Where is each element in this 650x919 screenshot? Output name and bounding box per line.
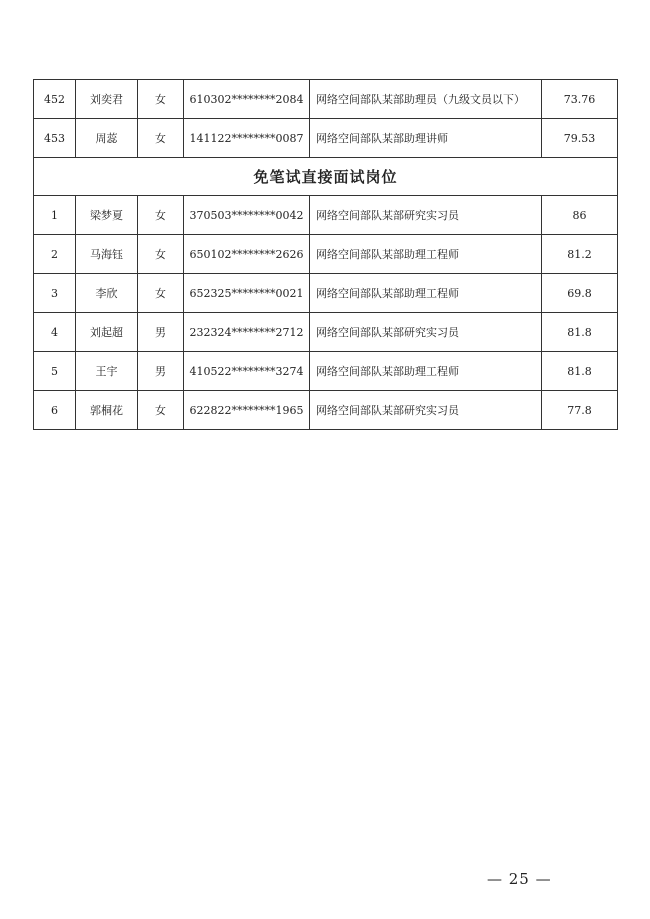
candidate-name: 梁梦夏 (76, 196, 138, 235)
candidate-position: 网络空间部队某部助理工程师 (310, 274, 542, 313)
row-number: 453 (34, 119, 76, 158)
candidate-score: 77.8 (542, 391, 618, 430)
candidate-gender: 女 (138, 391, 184, 430)
table-row (34, 313, 618, 352)
candidate-table (33, 79, 618, 430)
row-number: 2 (34, 235, 76, 274)
candidate-gender: 男 (138, 313, 184, 352)
table-row (34, 80, 618, 119)
row-number: 452 (34, 80, 76, 119)
candidate-gender: 女 (138, 196, 184, 235)
candidate-position: 网络空间部队某部助理工程师 (310, 352, 542, 391)
candidate-score: 81.2 (542, 235, 618, 274)
candidate-gender: 女 (138, 80, 184, 119)
row-number: 3 (34, 274, 76, 313)
candidate-name: 周蕊 (76, 119, 138, 158)
candidate-score: 86 (542, 196, 618, 235)
candidate-score: 69.8 (542, 274, 618, 313)
candidate-name: 刘奕君 (76, 80, 138, 119)
candidate-id-number: 410522********3274 (184, 352, 310, 391)
candidate-id-number: 141122********0087 (184, 119, 310, 158)
table-row (34, 352, 618, 391)
candidate-score: 81.8 (542, 313, 618, 352)
candidate-score: 73.76 (542, 80, 618, 119)
candidate-name: 郭桐花 (76, 391, 138, 430)
candidate-id-number: 232324********2712 (184, 313, 310, 352)
candidate-table-body (34, 80, 618, 430)
candidate-gender: 女 (138, 235, 184, 274)
row-number: 4 (34, 313, 76, 352)
table-row (34, 119, 618, 158)
candidate-id-number: 652325********0021 (184, 274, 310, 313)
candidate-score: 81.8 (542, 352, 618, 391)
candidate-id-number: 370503********0042 (184, 196, 310, 235)
section-title: 免笔试直接面试岗位 (34, 158, 618, 196)
candidate-gender: 女 (138, 119, 184, 158)
candidate-id-number: 650102********2626 (184, 235, 310, 274)
candidate-position: 网络空间部队某部研究实习员 (310, 391, 542, 430)
candidate-position: 网络空间部队某部研究实习员 (310, 313, 542, 352)
candidate-name: 刘起超 (76, 313, 138, 352)
candidate-score: 79.53 (542, 119, 618, 158)
candidate-id-number: 610302********2084 (184, 80, 310, 119)
table-row (34, 391, 618, 430)
section-header-row (34, 158, 618, 196)
table-row (34, 196, 618, 235)
candidate-position: 网络空间部队某部研究实习员 (310, 196, 542, 235)
table-row (34, 235, 618, 274)
candidate-position: 网络空间部队某部助理员（九级文员以下） (310, 80, 542, 119)
candidate-name: 马海钰 (76, 235, 138, 274)
candidate-id-number: 622822********1965 (184, 391, 310, 430)
candidate-position: 网络空间部队某部助理工程师 (310, 235, 542, 274)
candidate-gender: 男 (138, 352, 184, 391)
row-number: 5 (34, 352, 76, 391)
candidate-gender: 女 (138, 274, 184, 313)
candidate-name: 王宇 (76, 352, 138, 391)
page-number: — 25 — (487, 870, 552, 888)
row-number: 1 (34, 196, 76, 235)
table-row (34, 274, 618, 313)
candidate-name: 李欣 (76, 274, 138, 313)
candidate-position: 网络空间部队某部助理讲师 (310, 119, 542, 158)
row-number: 6 (34, 391, 76, 430)
